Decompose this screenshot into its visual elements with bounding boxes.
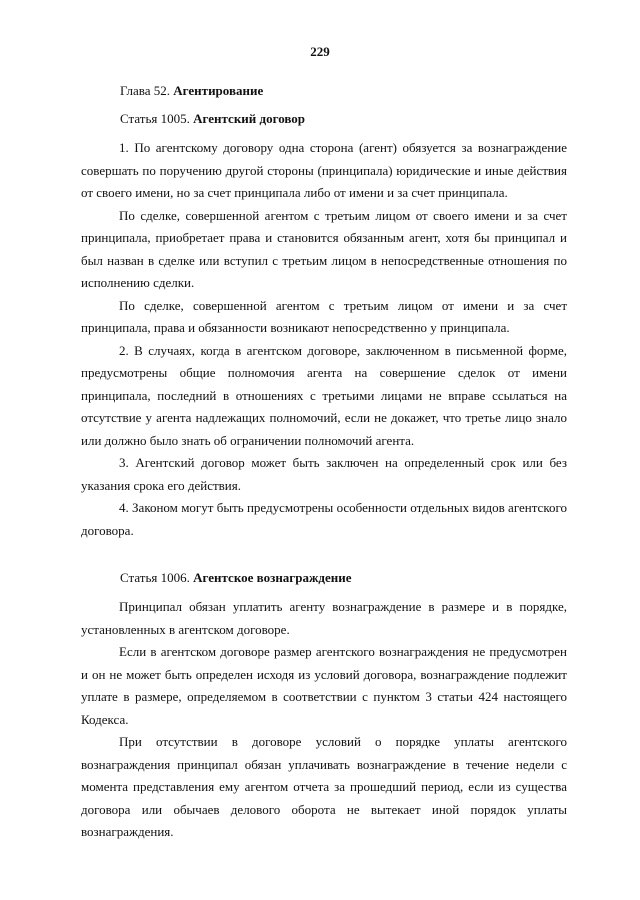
article-1005-body (81, 137, 567, 542)
page-number: 229 (310, 44, 330, 59)
chapter-prefix: Глава 52. (120, 83, 174, 98)
article-1005-title: Агентский договор (193, 111, 306, 126)
paragraph: Если в агентском договоре размер агентского вознаграждения не предусмотрен и он не может быть определен исходя из условий договора, вознаграждение подлежит уплате в размере, определяемом в соответствии с пунктом 3 статьи 424 настоящего Кодекса. (81, 644, 567, 727)
paragraph: 4. Законом могут быть предусмотрены особенности отдельных видов агентского договора. (81, 500, 567, 538)
article-1005-heading (120, 111, 305, 127)
chapter-title: Агентирование (173, 83, 264, 98)
article-1006-heading (120, 570, 351, 586)
paragraph: 1. По агентскому договору одна сторона (агент) обязуется за вознаграждение совершать по поручению другой стороны (принципала) юридические и иные действия от своего имени, но за счет принципала либо от имени и за счет принципала. (81, 140, 567, 200)
paragraph: Принципал обязан уплатить агенту вознаграждение в размере и в порядке, установленных в агентском договоре. (81, 599, 567, 637)
paragraph: 3. Агентский договор может быть заключен на определенный срок или без указания срока его действия. (81, 455, 567, 493)
article-1006-prefix: Статья 1006. (120, 570, 194, 585)
article-1006-title: Агентское вознаграждение (193, 570, 352, 585)
paragraph: При отсутствии в договоре условий о порядке уплаты агентского вознаграждения принципал обязан уплачивать вознаграждение в течение недели с момента представления ему агентом отчета за прошедший период, если из существа договора или обычаев делового оборота не вытекает иной порядок уплаты вознаграждения. (81, 734, 567, 839)
article-1005-prefix: Статья 1005. (120, 111, 194, 126)
paragraph: По сделке, совершенной агентом с третьим лицом от имени и за счет принципала, права и обязанности возникают непосредственно у принципала. (81, 297, 567, 335)
chapter-heading (120, 83, 263, 99)
article-1006-body (81, 596, 567, 844)
paragraph: 2. В случаях, когда в агентском договоре, заключенном в письменной форме, предусмотрены общие полномочия агента на совершение сделок от имени принципала, последний в отношениях с третьими лицами не вправе ссылаться на отсутствие у агента надлежащих полномочий, если не докажет, что третье лицо знало или должно было знать об ограничении полномочий агента. (81, 342, 567, 448)
paragraph: По сделке, совершенной агентом с третьим лицом от своего имени и за счет принципала, приобретает права и становится обязанным агент, хотя бы принципал и был назван в сделке или вступил с третьим лицом в непосредственные отношения по исполнению сделки. (81, 207, 567, 290)
